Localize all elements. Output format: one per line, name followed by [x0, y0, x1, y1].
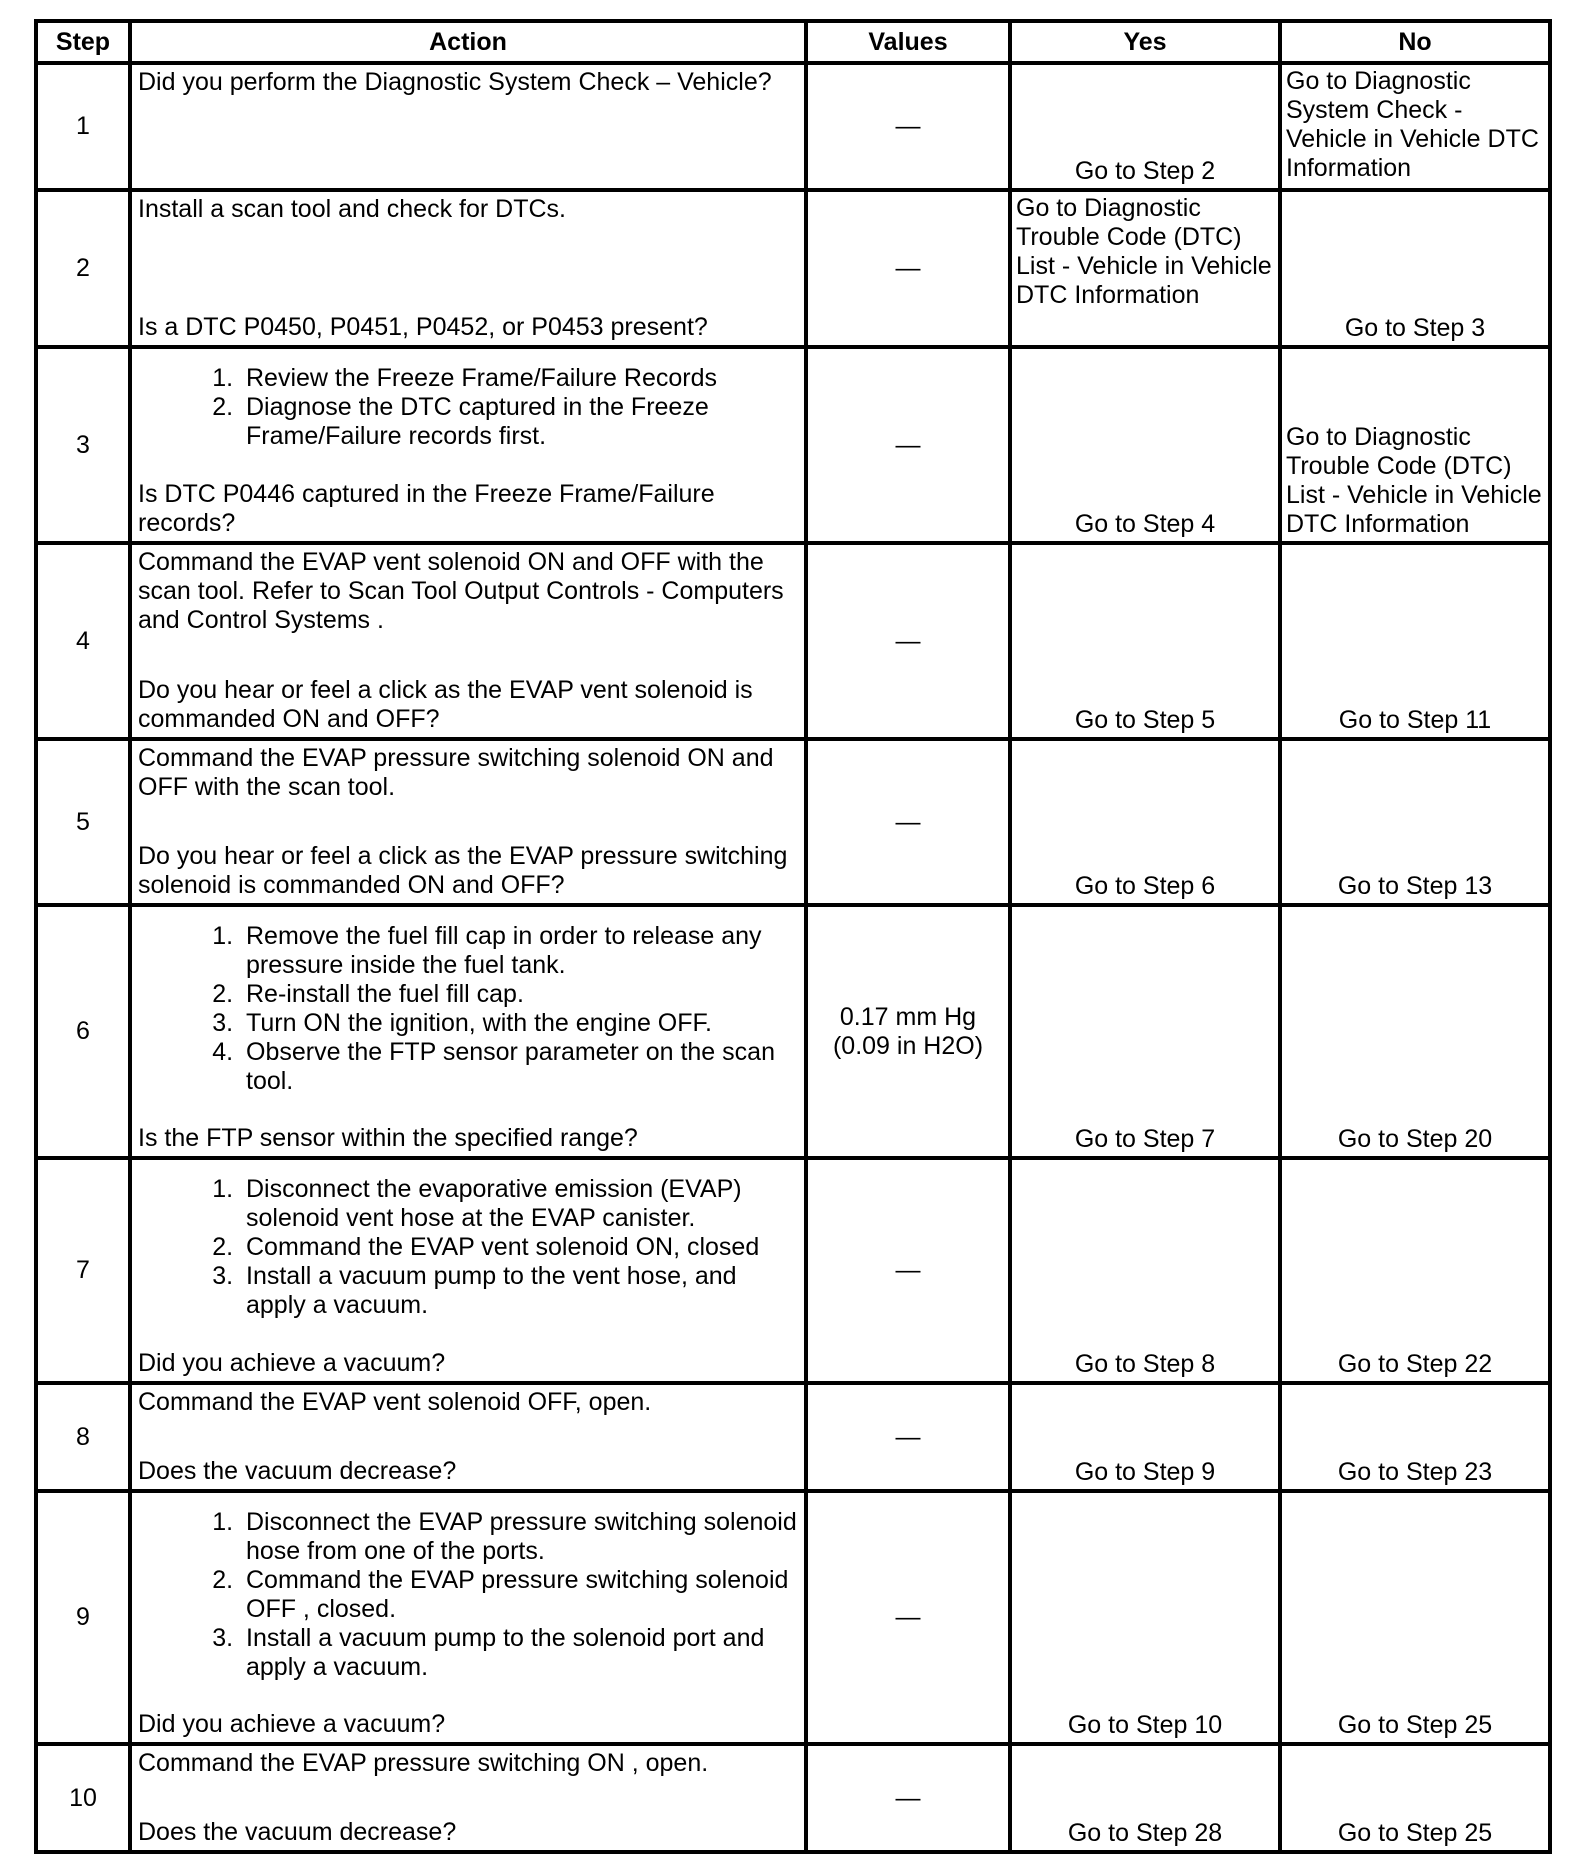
yes-cell [1010, 190, 1280, 347]
values-cell: — [806, 1383, 1010, 1491]
no-cell [1280, 1744, 1550, 1852]
yes-cell [1010, 1744, 1280, 1852]
yes-link-text[interactable]: Go to Step 2 [1074, 157, 1216, 185]
yes-link-text[interactable]: Go to Diagnostic Trouble Code (DTC) List - Vehicle in Vehicle DTC Information [1016, 194, 1272, 309]
header-row [36, 21, 1550, 63]
step-number: 1 [36, 63, 130, 190]
table-row [36, 905, 1550, 1158]
action-text: Did you perform the Diagnostic System Check – Vehicle? [138, 68, 772, 96]
no-link-text[interactable]: Go to Diagnostic Trouble Code (DTC) List - Vehicle in Vehicle DTC Information [1286, 423, 1542, 538]
action-question: Is the FTP sensor within the specified range? [138, 1124, 638, 1152]
step-number: 2 [36, 190, 130, 347]
action-cell [130, 1158, 806, 1383]
no-link-text[interactable]: Go to Step 25 [1337, 1819, 1493, 1847]
action-step-item: 3. Install a vacuum pump to the vent hose, and apply a vacuum. [240, 1262, 798, 1320]
table-row [36, 739, 1550, 905]
yes-cell [1010, 543, 1280, 739]
action-question: Does the vacuum decrease? [138, 1457, 457, 1485]
values-cell: — [806, 190, 1010, 347]
no-cell [1280, 905, 1550, 1158]
step-number: 10 [36, 1744, 130, 1852]
yes-cell [1010, 905, 1280, 1158]
action-question: Is DTC P0446 captured in the Freeze Frame/Failure records? [138, 480, 715, 537]
action-step-item: 1. Remove the fuel fill cap in order to release any pressure inside the fuel tank. [240, 922, 798, 980]
step-number: 7 [36, 1158, 130, 1383]
yes-link-text[interactable]: Go to Step 9 [1074, 1458, 1216, 1486]
values-cell: — [806, 1744, 1010, 1852]
no-cell [1280, 63, 1550, 190]
action-text: Command the EVAP vent solenoid OFF, open. [138, 1388, 652, 1416]
step-number: 5 [36, 739, 130, 905]
table-row [36, 543, 1550, 739]
no-link-text[interactable]: Go to Step 3 [1344, 314, 1486, 342]
no-link-text[interactable]: Go to Step 25 [1337, 1711, 1493, 1739]
action-question: Do you hear or feel a click as the EVAP pressure switching solenoid is commanded ON and OFF? [138, 842, 788, 899]
action-cell [130, 739, 806, 905]
action-step-item: 3. Install a vacuum pump to the solenoid port and apply a vacuum. [240, 1624, 798, 1682]
action-cell [130, 543, 806, 739]
values-cell: — [806, 347, 1010, 543]
yes-link-text[interactable]: Go to Step 10 [1067, 1711, 1223, 1739]
action-text: Install a scan tool and check for DTCs. [138, 195, 566, 223]
no-cell [1280, 1158, 1550, 1383]
action-question: Is a DTC P0450, P0451, P0452, or P0453 present? [138, 313, 708, 341]
no-cell [1280, 739, 1550, 905]
header-action: Action [130, 21, 806, 63]
action-cell [130, 347, 806, 543]
table-row [36, 1491, 1550, 1744]
action-cell [130, 63, 806, 190]
values-cell: — [806, 63, 1010, 190]
yes-link-text[interactable]: Go to Step 7 [1074, 1125, 1216, 1153]
header-no: No [1280, 21, 1550, 63]
no-cell [1280, 1383, 1550, 1491]
yes-cell [1010, 1491, 1280, 1744]
header-yes: Yes [1010, 21, 1280, 63]
yes-link-text[interactable]: Go to Step 5 [1074, 706, 1216, 734]
action-step-item: 2. Re-install the fuel fill cap. [240, 980, 798, 1009]
no-link-text[interactable]: Go to Step 23 [1337, 1458, 1493, 1486]
step-number: 3 [36, 347, 130, 543]
action-cell [130, 1383, 806, 1491]
action-cell [130, 190, 806, 347]
no-link-text[interactable]: Go to Step 20 [1337, 1125, 1493, 1153]
values-cell: — [806, 543, 1010, 739]
action-cell [130, 905, 806, 1158]
values-cell: — [806, 1158, 1010, 1383]
action-cell [130, 1744, 806, 1852]
action-step-item: 2. Command the EVAP vent solenoid ON, closed [240, 1233, 798, 1262]
no-cell [1280, 1491, 1550, 1744]
no-link-text[interactable]: Go to Step 22 [1337, 1350, 1493, 1378]
no-link-text[interactable]: Go to Step 11 [1338, 706, 1492, 734]
table-row [36, 1383, 1550, 1491]
header-values: Values [806, 21, 1010, 63]
header-step: Step [36, 21, 130, 63]
action-step-list [138, 922, 798, 1096]
step-number: 6 [36, 905, 130, 1158]
action-text: Command the EVAP pressure switching solenoid ON and OFF with the scan tool. [138, 744, 774, 801]
yes-cell [1010, 347, 1280, 543]
yes-link-text[interactable]: Go to Step 8 [1074, 1350, 1216, 1378]
action-question: Did you achieve a vacuum? [138, 1710, 446, 1738]
step-number: 4 [36, 543, 130, 739]
step-number: 9 [36, 1491, 130, 1744]
yes-cell [1010, 1158, 1280, 1383]
yes-cell [1010, 1383, 1280, 1491]
step-number: 8 [36, 1383, 130, 1491]
action-step-item: 1. Review the Freeze Frame/Failure Records [240, 364, 798, 393]
action-step-item: 4. Observe the FTP sensor parameter on the scan tool. [240, 1038, 798, 1096]
yes-cell [1010, 63, 1280, 190]
action-text: Command the EVAP pressure switching ON , open. [138, 1749, 709, 1777]
action-step-list [138, 1175, 798, 1320]
action-step-list [138, 364, 798, 451]
action-cell [130, 1491, 806, 1744]
action-step-item: 3. Turn ON the ignition, with the engine OFF. [240, 1009, 798, 1038]
action-step-item: 1. Disconnect the evaporative emission (EVAP) solenoid vent hose at the EVAP canister. [240, 1175, 798, 1233]
table-row [36, 1744, 1550, 1852]
action-question: Did you achieve a vacuum? [138, 1349, 446, 1377]
action-step-list [138, 1508, 798, 1682]
table-row [36, 63, 1550, 190]
action-step-item: 2. Command the EVAP pressure switching solenoid OFF , closed. [240, 1566, 798, 1624]
yes-link-text[interactable]: Go to Step 28 [1067, 1819, 1223, 1847]
action-question: Does the vacuum decrease? [138, 1818, 457, 1846]
diagnostic-table [34, 19, 1552, 1854]
yes-link-text[interactable]: Go to Step 6 [1074, 872, 1216, 900]
no-link-text[interactable]: Go to Diagnostic System Check - Vehicle in Vehicle DTC Information [1286, 67, 1539, 182]
table-row [36, 347, 1550, 543]
no-cell [1280, 543, 1550, 739]
no-cell [1280, 190, 1550, 347]
action-text: Command the EVAP vent solenoid ON and OFF with the scan tool. Refer to Scan Tool Output Controls - Computers and Control Systems . [138, 548, 784, 634]
no-cell [1280, 347, 1550, 543]
values-cell: — [806, 1491, 1010, 1744]
yes-cell [1010, 739, 1280, 905]
yes-link-text[interactable]: Go to Step 4 [1074, 510, 1216, 538]
action-step-item: 2. Diagnose the DTC captured in the Freeze Frame/Failure records first. [240, 393, 798, 451]
values-cell: — [806, 739, 1010, 905]
no-link-text[interactable]: Go to Step 13 [1337, 872, 1493, 900]
values-cell: 0.17 mm Hg (0.09 in H2O) [806, 905, 1010, 1158]
table-row [36, 1158, 1550, 1383]
action-question: Do you hear or feel a click as the EVAP vent solenoid is commanded ON and OFF? [138, 676, 753, 733]
table-row [36, 190, 1550, 347]
action-step-item: 1. Disconnect the EVAP pressure switching solenoid hose from one of the ports. [240, 1508, 798, 1566]
